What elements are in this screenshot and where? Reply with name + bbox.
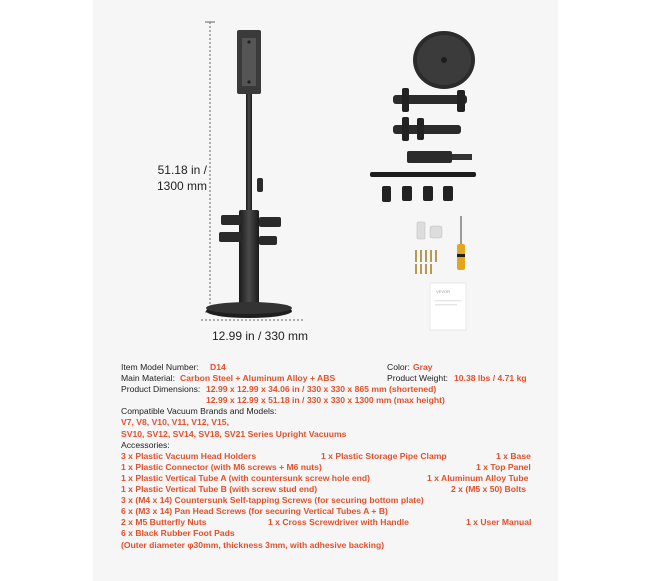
accessory-foot-pads-detail: (Outer diameter φ30mm, thickness 3mm, with adhesive backing) <box>121 539 385 550</box>
spec-row-model <box>121 362 541 373</box>
color-label: Color: <box>387 362 410 372</box>
accessory-base: 1 x Base <box>496 450 531 461</box>
model-value: D14 <box>210 362 226 372</box>
accessory-aluminum-tube: 1 x Aluminum Alloy Tube <box>427 472 529 483</box>
accessory-row-6 <box>121 506 541 517</box>
compatible-label: Compatible Vacuum Brands and Models: <box>121 406 277 417</box>
dimensions-value-max: 12.99 x 12.99 x 51.18 in / 330 x 330 x 1300 mm (max height) <box>206 395 445 406</box>
dimensions-value-shortened: 12.99 x 12.99 x 34.06 in / 330 x 330 x 865 mm (shortened) <box>206 384 437 395</box>
accessory-screwdriver: 1 x Cross Screwdriver with Handle <box>268 517 409 528</box>
spec-row-compatible <box>121 406 541 417</box>
spec-row-material <box>121 373 541 384</box>
accessory-butterfly-nuts: 2 x M5 Butterfly Nuts <box>121 517 207 528</box>
base-width-label: 12.99 in / 330 mm <box>211 329 309 343</box>
accessory-foot-pads: 6 x Black Rubber Foot Pads <box>121 528 235 539</box>
accessory-top-panel: 1 x Top Panel <box>476 461 531 472</box>
parts-kit <box>370 31 476 330</box>
spec-row-dimensions-2 <box>121 395 541 406</box>
accessory-connector: 1 x Plastic Connector (with M6 screws + M6 nuts) <box>121 461 322 472</box>
accessories-label: Accessories: <box>121 439 170 450</box>
accessory-row-3 <box>121 473 541 484</box>
color-value: Gray <box>413 362 433 372</box>
spec-row-compatible-1 <box>121 417 541 428</box>
accessory-countersunk-screws: 3 x (M4 x 14) Countersunk Self-tapping Screws (for securing bottom plate) <box>121 495 424 506</box>
accessory-row-7 <box>121 517 541 528</box>
height-dimension-mm: 1300 mm <box>156 179 207 193</box>
accessory-row-1 <box>121 451 541 462</box>
dimensions-label: Product Dimensions: <box>121 384 201 395</box>
accessory-row-4 <box>121 484 541 495</box>
spec-row-dimensions <box>121 384 541 395</box>
accessory-row-9 <box>121 540 541 551</box>
accessory-tube-a: 1 x Plastic Vertical Tube A (with countersunk screw hole end) <box>121 472 370 483</box>
height-dimension-in: 51.18 in / <box>157 163 207 177</box>
compatible-models-1: V7, V8, V10, V11, V12, V15, <box>121 417 229 428</box>
accessory-head-holders: 3 x Plastic Vacuum Head Holders <box>121 450 257 461</box>
manual-brand-mark: VEVOR <box>436 289 451 294</box>
weight-value: 10.38 lbs / 4.71 kg <box>454 373 527 384</box>
accessory-row-8 <box>121 528 541 539</box>
accessory-tube-b: 1 x Plastic Vertical Tube B (with screw stud end) <box>121 484 318 495</box>
accessory-pipe-clamp: 1 x Plastic Storage Pipe Clamp <box>321 450 447 461</box>
spec-sheet <box>121 362 541 551</box>
spec-row-accessories <box>121 440 541 451</box>
accessory-pan-head-screws: 6 x (M3 x 14) Pan Head Screws (for securing Vertical Tubes A + B) <box>121 506 388 517</box>
accessory-row-5 <box>121 495 541 506</box>
model-label: Item Model Number: <box>121 362 199 372</box>
accessory-user-manual: 1 x User Manual <box>466 517 532 528</box>
material-value: Carbon Steel + Aluminum Alloy + ABS <box>180 373 336 384</box>
weight-label: Product Weight: <box>387 373 448 384</box>
accessory-bolts: 2 x (M5 x 50) Bolts <box>451 484 526 495</box>
accessory-row-2 <box>121 462 541 473</box>
compatible-models-2: SV10, SV12, SV14, SV18, SV21 Series Upright Vacuums <box>121 428 347 439</box>
spec-row-compatible-2 <box>121 429 541 440</box>
material-label: Main Material: <box>121 373 175 384</box>
height-dimension-label <box>133 162 207 194</box>
assembled-stand <box>206 30 292 318</box>
